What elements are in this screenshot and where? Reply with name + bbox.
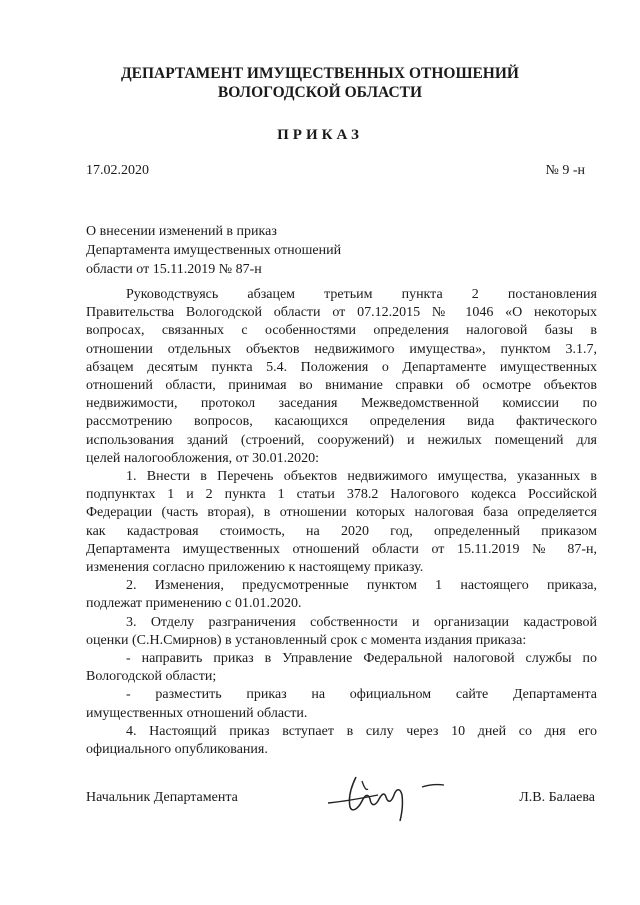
body-line: имущественных отношений области. (86, 705, 308, 721)
document-subject (86, 222, 341, 279)
org-line-2: ВОЛОГОДСКОЙ ОБЛАСТИ (217, 84, 423, 101)
organization-header (0, 64, 640, 102)
body-line: отношений области, принимая во внимание справки об осмотре объектов (86, 378, 597, 394)
body-line: целей налогообложения, от 30.01.2020: (86, 450, 319, 466)
body-line: 4. Настоящий приказ вступает в силу через 10 дней со дня его (126, 723, 597, 739)
body-line: - разместить приказ на официальном сайте Департамента (126, 687, 597, 703)
body-line: отношении отдельных объектов недвижимого имущества», пунктом 3.1.7, (86, 341, 597, 357)
body-line: как кадастровая стоимость, на 2020 год, определенный приказом (86, 523, 597, 539)
document-date: 17.02.2020 (86, 163, 149, 178)
signatory-name: Л.В. Балаева (519, 790, 595, 805)
item-2-paragraph (86, 577, 597, 613)
body-line: изменения согласно приложению к настоящему приказу. (86, 560, 424, 576)
body-line: официального опубликования. (86, 742, 268, 758)
item-3-paragraph (86, 614, 597, 650)
subject-line: Департамента имущественных отношений (86, 243, 342, 258)
body-line: рассмотрению вопросов, касающихся определения вида фактического (86, 414, 597, 430)
body-line: - направить приказ в Управление Федеральной налоговой службы по (126, 651, 597, 667)
body-line: оценки (С.Н.Смирнов) в установленный срок с момента издания приказа: (86, 632, 527, 648)
item-1-paragraph (86, 468, 597, 577)
item-3a-paragraph (86, 650, 597, 686)
body-line: подлежат применению с 01.01.2020. (86, 596, 302, 612)
org-line-1: ДЕПАРТАМЕНТ ИМУЩЕСТВЕННЫХ ОТНОШЕНИЙ (121, 65, 519, 82)
document-body (86, 286, 597, 759)
body-line: вопросах, связанных с особенностями определения налоговой базы в (86, 323, 597, 339)
item-3b-paragraph (86, 686, 597, 722)
body-line: 1. Внести в Перечень объектов недвижимого имущества, указанных в (126, 469, 597, 485)
signatory-position: Начальник Департамента (86, 790, 238, 805)
body-line: Правительства Вологодской области от 07.12.2015 № 1046 «О некоторых (86, 305, 597, 321)
body-line: абзацем десятым пункта 5.4. Положения о Департаменте имущественных (86, 359, 597, 375)
document-number: № 9 -н (545, 163, 585, 178)
body-line: Руководствуясь абзацем третьим пункта 2 постановления (126, 287, 597, 302)
handwritten-signature (318, 765, 458, 825)
preamble-paragraph (86, 286, 597, 468)
body-line: Вологодской области; (86, 669, 217, 685)
subject-line: области от 15.11.2019 № 87-н (86, 262, 262, 277)
body-line: недвижимости, протокол заседания Межведомственной комиссии по (86, 396, 597, 412)
body-line: подпунктах 1 и 2 пункта 1 статьи 378.2 Налогового кодекса Российской (86, 487, 597, 503)
item-4-paragraph (86, 723, 597, 759)
body-line: использования зданий (строений, сооружений) и нежилых помещений для (86, 432, 597, 448)
body-line: Федерации (часть вторая), в отношении которых налоговая база определяется (86, 505, 597, 521)
body-line: 2. Изменения, предусмотренные пунктом 1 настоящего приказа, (126, 578, 597, 594)
body-line: Департамента имущественных отношений области от 15.11.2019 № 87-н, (86, 541, 597, 557)
body-line: 3. Отделу разграничения собственности и организации кадастровой (126, 614, 597, 630)
subject-line: О внесении изменений в приказ (86, 224, 277, 239)
document-type-title: ПРИКАЗ (277, 127, 363, 143)
